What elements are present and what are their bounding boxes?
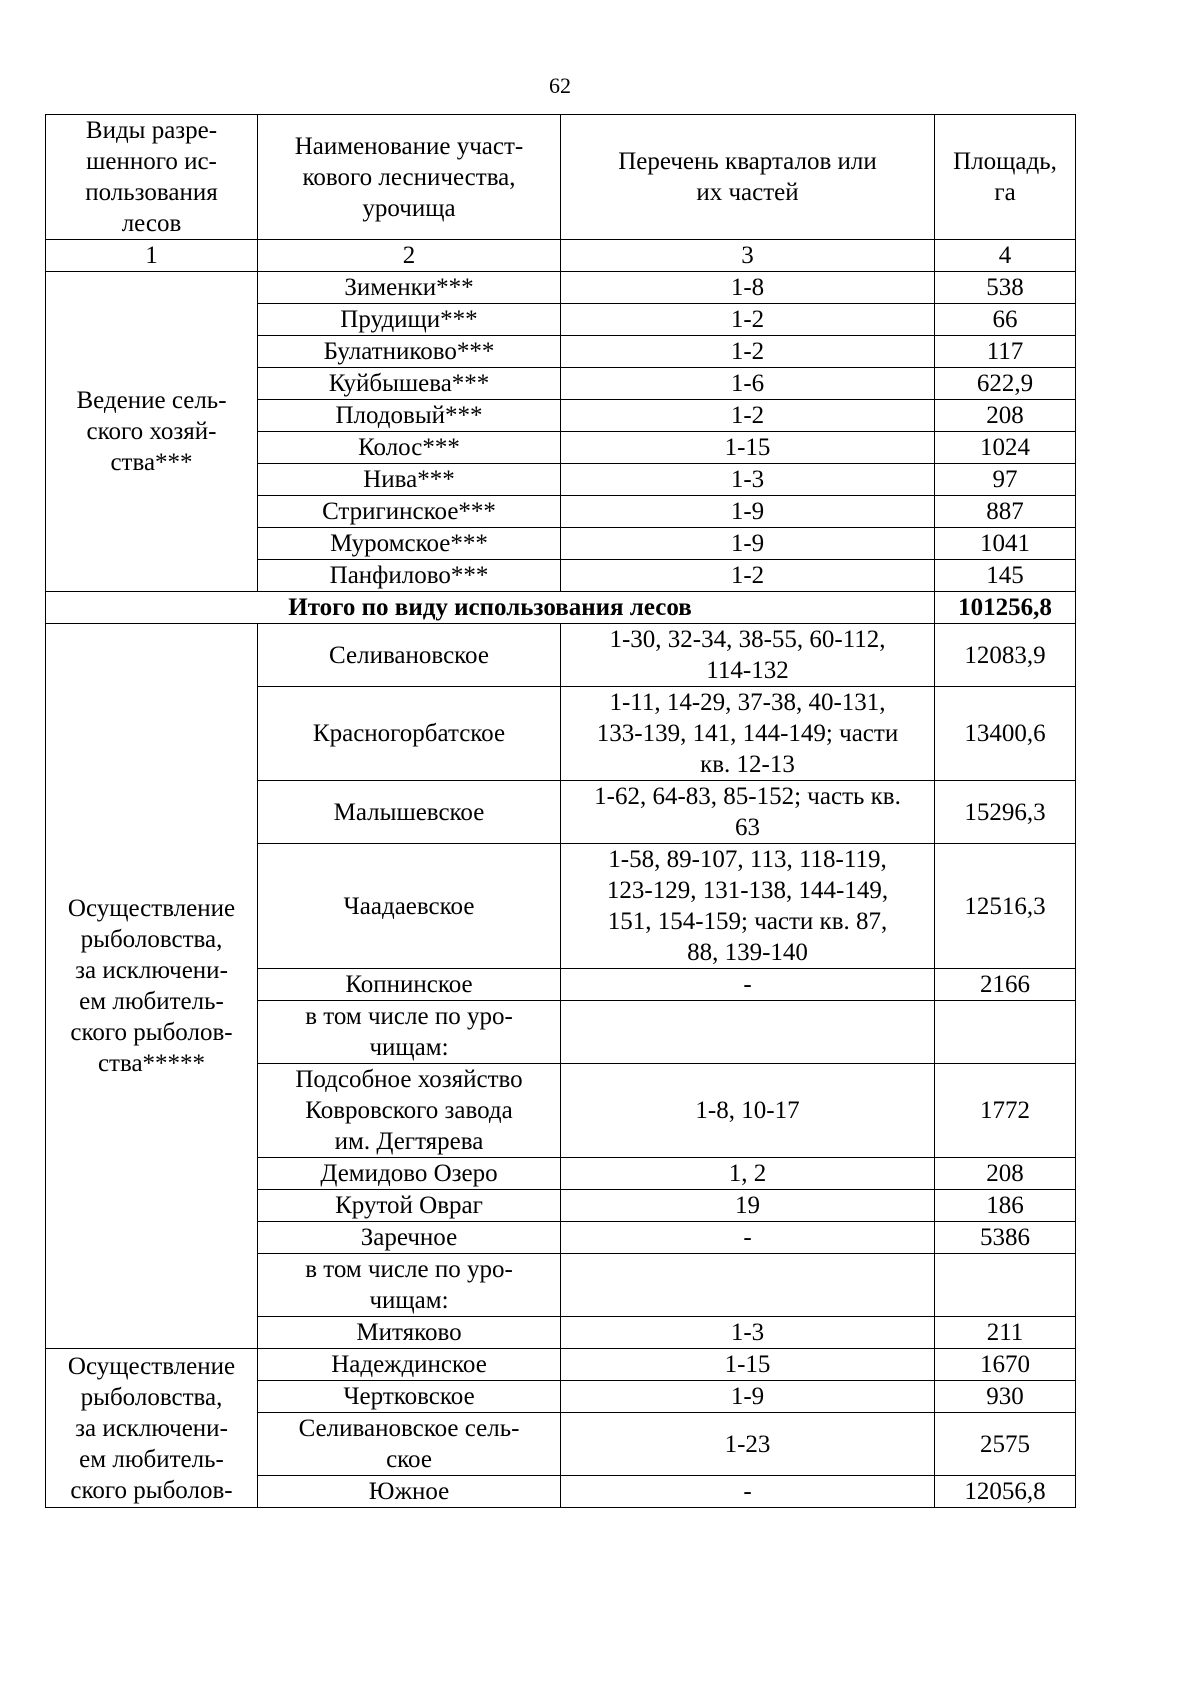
area-cell	[935, 1001, 1076, 1064]
total-row	[46, 592, 1076, 624]
use-type-cell: Осуществление рыболовства, за исключени- ем любитель- ского рыболов- ства*****	[46, 624, 258, 1349]
area-cell: 66	[935, 304, 1076, 336]
forestry-name-cell: Селивановское	[258, 624, 561, 687]
forestry-name-cell: Нива***	[258, 464, 561, 496]
forestry-name-cell: Стригинское***	[258, 496, 561, 528]
page-number: 62	[549, 73, 571, 98]
table-row	[46, 272, 1076, 304]
total-value: 101256,8	[935, 592, 1076, 624]
quarters-cell	[561, 1254, 935, 1317]
area-cell: 145	[935, 560, 1076, 592]
area-cell: 211	[935, 1317, 1076, 1349]
area-cell: 12516,3	[935, 844, 1076, 969]
header-cell-forestry-name: Наименование участ- кового лесничества, урочища	[258, 115, 561, 240]
forestry-name-cell: Заречное	[258, 1222, 561, 1254]
total-label: Итого по виду использования лесов	[46, 592, 935, 624]
area-cell	[935, 1254, 1076, 1317]
quarters-cell: 1-2	[561, 304, 935, 336]
quarters-cell: 1-15	[561, 432, 935, 464]
quarters-cell: 1-8	[561, 272, 935, 304]
forestry-name-cell: Митяково	[258, 1317, 561, 1349]
area-cell: 538	[935, 272, 1076, 304]
forestry-name-cell: Прудищи***	[258, 304, 561, 336]
quarters-cell: 1-9	[561, 528, 935, 560]
header-cell-area: Площадь, га	[935, 115, 1076, 240]
area-cell: 12083,9	[935, 624, 1076, 687]
column-number-row	[46, 240, 1076, 272]
area-cell: 97	[935, 464, 1076, 496]
quarters-cell: 1-9	[561, 1381, 935, 1413]
area-cell: 208	[935, 1158, 1076, 1190]
forestry-name-cell: Копнинское	[258, 969, 561, 1001]
quarters-cell: 1-2	[561, 560, 935, 592]
area-cell: 887	[935, 496, 1076, 528]
quarters-cell: 1-58, 89-107, 113, 118-119, 123-129, 131-138, 144-149, 151, 154-159; части кв. 87, 88, 139-140	[561, 844, 935, 969]
quarters-cell: 1-2	[561, 336, 935, 368]
header-cell-use-type: Виды разре- шенного ис- пользования лесов	[46, 115, 258, 240]
quarters-cell: 1-3	[561, 464, 935, 496]
area-cell: 15296,3	[935, 781, 1076, 844]
area-cell: 622,9	[935, 368, 1076, 400]
forestry-name-cell: Муромское***	[258, 528, 561, 560]
table-row	[46, 624, 1076, 687]
quarters-cell: 1-30, 32-34, 38-55, 60-112, 114-132	[561, 624, 935, 687]
quarters-cell: 1-3	[561, 1317, 935, 1349]
forestry-name-cell: Чертковское	[258, 1381, 561, 1413]
column-number: 4	[935, 240, 1076, 272]
area-cell: 930	[935, 1381, 1076, 1413]
header-row	[46, 115, 1076, 240]
forestry-name-cell: Куйбышева***	[258, 368, 561, 400]
area-cell: 1670	[935, 1349, 1076, 1381]
quarters-cell: 1-2	[561, 400, 935, 432]
quarters-cell: -	[561, 969, 935, 1001]
forestry-name-cell: Красногорбатское	[258, 687, 561, 781]
forestry-name-cell: Чаадаевское	[258, 844, 561, 969]
forestry-name-cell: Подсобное хозяйство Ковровского завода им. Дегтярева	[258, 1064, 561, 1158]
forestry-name-cell: в том числе по уро- чищам:	[258, 1254, 561, 1317]
quarters-cell: 1-9	[561, 496, 935, 528]
forestry-name-cell: Булатниково***	[258, 336, 561, 368]
area-cell: 5386	[935, 1222, 1076, 1254]
column-number: 2	[258, 240, 561, 272]
quarters-cell: 1-23	[561, 1413, 935, 1476]
forestry-name-cell: Колос***	[258, 432, 561, 464]
forestry-name-cell: Надеждинское	[258, 1349, 561, 1381]
area-cell: 117	[935, 336, 1076, 368]
forestry-name-cell: Зименки***	[258, 272, 561, 304]
use-type-cell: Осуществление рыболовства, за исключени- ем любитель- ского рыболов-	[46, 1349, 258, 1508]
area-cell: 1024	[935, 432, 1076, 464]
quarters-cell: 1-6	[561, 368, 935, 400]
area-cell: 2166	[935, 969, 1076, 1001]
forestry-name-cell: Панфилово***	[258, 560, 561, 592]
area-cell: 2575	[935, 1413, 1076, 1476]
area-cell: 13400,6	[935, 687, 1076, 781]
quarters-cell: -	[561, 1222, 935, 1254]
area-cell: 1041	[935, 528, 1076, 560]
area-cell: 1772	[935, 1064, 1076, 1158]
area-cell: 208	[935, 400, 1076, 432]
forestry-name-cell: Южное	[258, 1476, 561, 1508]
column-number: 1	[46, 240, 258, 272]
quarters-cell: 1-11, 14-29, 37-38, 40-131, 133-139, 141, 144-149; части кв. 12-13	[561, 687, 935, 781]
quarters-cell: -	[561, 1476, 935, 1508]
forestry-name-cell: Плодовый***	[258, 400, 561, 432]
forest-use-table	[45, 114, 1076, 1508]
area-cell: 12056,8	[935, 1476, 1076, 1508]
column-number: 3	[561, 240, 935, 272]
quarters-cell: 1, 2	[561, 1158, 935, 1190]
quarters-cell: 1-8, 10-17	[561, 1064, 935, 1158]
header-cell-quarters: Перечень кварталов или их частей	[561, 115, 935, 240]
forestry-name-cell: Демидово Озеро	[258, 1158, 561, 1190]
quarters-cell: 1-62, 64-83, 85-152; часть кв. 63	[561, 781, 935, 844]
forestry-name-cell: Селивановское сель- ское	[258, 1413, 561, 1476]
table-row	[46, 1349, 1076, 1381]
area-cell: 186	[935, 1190, 1076, 1222]
quarters-cell: 1-15	[561, 1349, 935, 1381]
use-type-cell: Ведение сель- ского хозяй- ства***	[46, 272, 258, 592]
quarters-cell	[561, 1001, 935, 1064]
forestry-name-cell: Крутой Овраг	[258, 1190, 561, 1222]
forestry-name-cell: в том числе по уро- чищам:	[258, 1001, 561, 1064]
quarters-cell: 19	[561, 1190, 935, 1222]
forestry-name-cell: Малышевское	[258, 781, 561, 844]
